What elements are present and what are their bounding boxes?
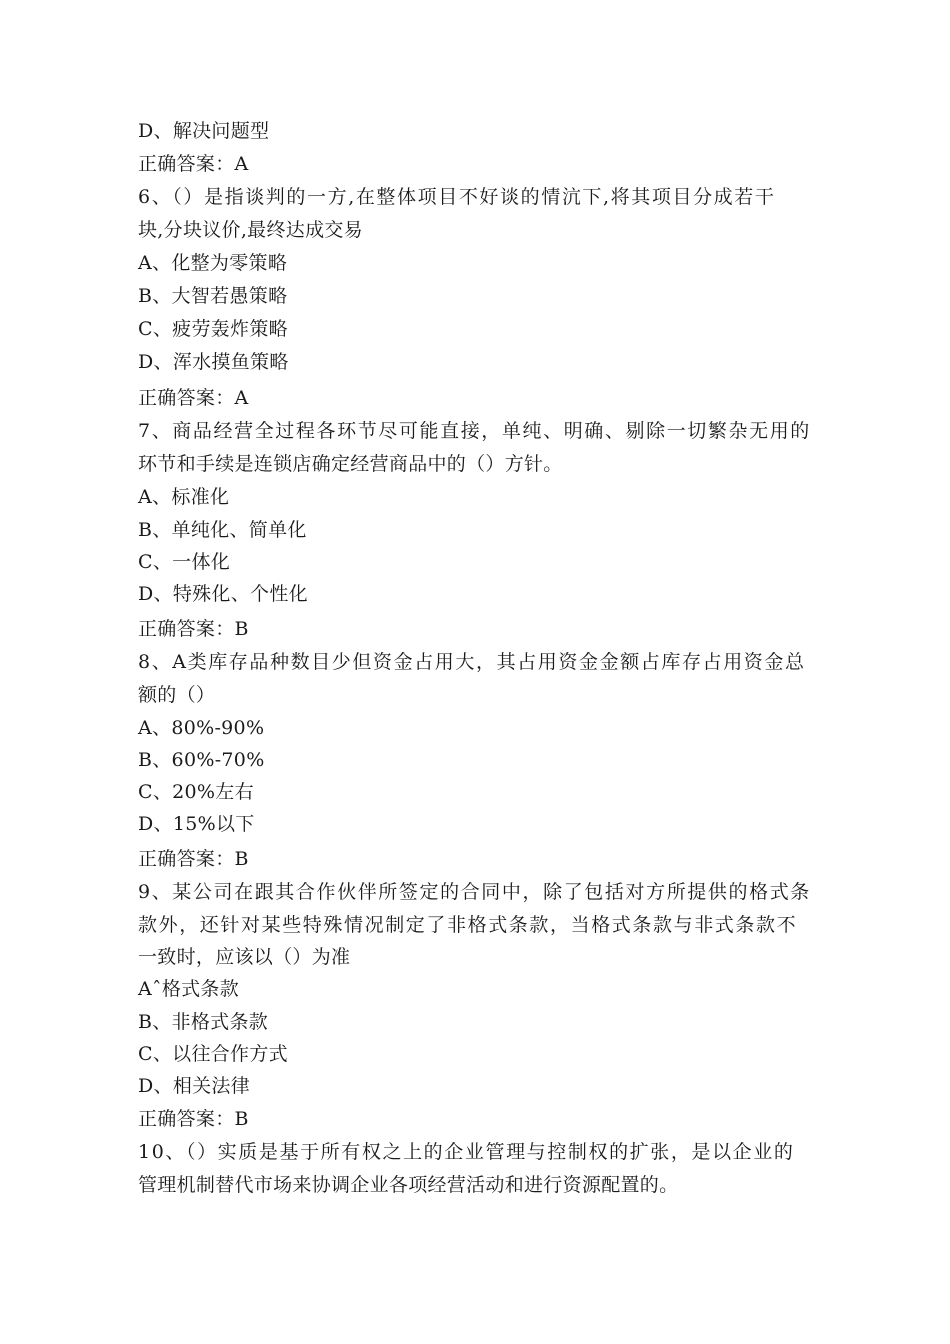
option-c-q9: C、以往合作方式 bbox=[138, 1043, 288, 1065]
question-10-line-2: 管理机制替代市场来协调企业各项经营活动和进行资源配置的。 bbox=[138, 1174, 679, 1196]
option-a-q7: A、标准化 bbox=[138, 486, 230, 508]
option-a-q6: A、化整为零策略 bbox=[138, 252, 288, 274]
question-6-line-2: 块,分块议价,最终达成交易 bbox=[138, 219, 363, 241]
answer-q5: 正确答案：A bbox=[138, 153, 249, 175]
option-d-q9: D、相关法律 bbox=[138, 1075, 251, 1097]
option-d-q6: D、浑水摸鱼策略 bbox=[138, 351, 289, 373]
question-8-line-2: 额的（） bbox=[138, 684, 216, 706]
question-10-line-1: 10、（）实质是基于所有权之上的企业管理与控制权的扩张，是以企业的 bbox=[138, 1141, 795, 1163]
option-a-q9: Aˆ格式条款 bbox=[138, 978, 240, 1000]
answer-q8: 正确答案：B bbox=[138, 848, 249, 870]
question-7-line-1: 7、商品经营全过程各环节尽可能直接，单纯、明确、剔除一切繁杂无用的 bbox=[138, 420, 811, 442]
option-b-q8: B、60%-70% bbox=[138, 749, 265, 771]
answer-q7: 正确答案：B bbox=[138, 618, 249, 640]
option-c-q7: C、一体化 bbox=[138, 551, 231, 573]
option-c-q6: C、疲劳轰炸策略 bbox=[138, 318, 288, 340]
question-9-line-1: 9、某公司在跟其合作伙伴所签定的合同中，除了包括对方所提供的格式条 bbox=[138, 881, 811, 903]
answer-q6: 正确答案：A bbox=[138, 387, 249, 409]
option-c-q8: C、20%左右 bbox=[138, 781, 254, 803]
option-b-q7: B、单纯化、简单化 bbox=[138, 519, 307, 541]
question-8-line-1: 8、A类库存品种数目少但资金占用大，其占用资金金额占库存占用资金总 bbox=[138, 651, 806, 673]
question-9-line-3: 一致时，应该以（）为准 bbox=[138, 946, 351, 968]
option-d-q7: D、特殊化、个性化 bbox=[138, 583, 308, 605]
answer-q9: 正确答案：B bbox=[138, 1108, 249, 1130]
option-b-q6: B、大智若愚策略 bbox=[138, 285, 288, 307]
option-b-q9: B、非格式条款 bbox=[138, 1011, 269, 1033]
option-d-q8: D、15%以下 bbox=[138, 813, 255, 835]
option-a-q8: A、80%-90% bbox=[138, 717, 265, 739]
option-d-q5: D、解决问题型 bbox=[138, 120, 270, 142]
question-6-line-1: 6、（）是指谈判的一方,在整体项目不好谈的情沆下,将其项目分成若干 bbox=[138, 186, 776, 208]
question-9-line-2: 款外，还针对某些特殊情况制定了非格式条款，当格式条款与非式条款不 bbox=[138, 914, 798, 936]
question-7-line-2: 环节和手续是连锁店确定经营商品中的（）方针。 bbox=[138, 453, 563, 475]
